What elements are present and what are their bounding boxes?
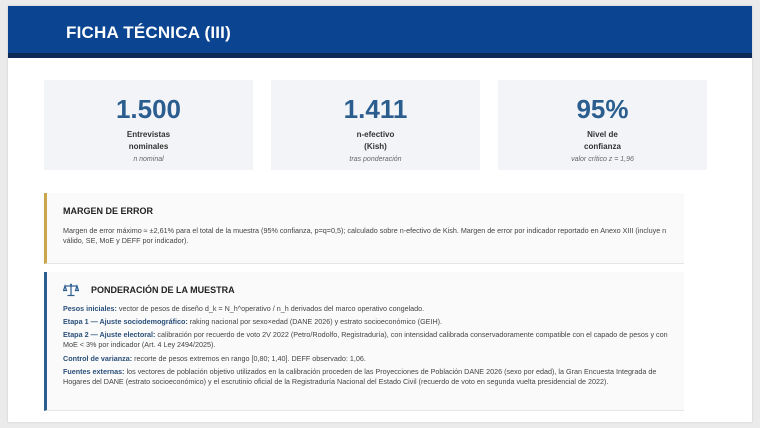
margin-text: Margen de error máximo ≈ ±2,61% para el total de la muestra (95% confianza, p=q=0,5); calculado sobre n-efectivo de Kish. Margen de error por indicador reportado en Anexo XIII (incluye n válido, SE, MoE y DEFF por indicador). xyxy=(63,226,667,245)
weighting-line-stage2 xyxy=(63,330,670,350)
page-title: FICHA TÉCNICA (III) xyxy=(66,23,231,42)
header-bar xyxy=(8,6,752,58)
stat-note: tras ponderación xyxy=(349,156,402,163)
weighting-panel xyxy=(44,272,684,411)
stat-label-line2: nominales xyxy=(128,142,169,151)
slide xyxy=(8,6,752,422)
weighting-line-variance xyxy=(63,354,670,364)
stat-value: 1.500 xyxy=(115,94,182,124)
weighting-line-initial xyxy=(63,304,670,314)
stat-label-line1: n-efectivo xyxy=(356,130,395,139)
line-label: Etapa 1 — Ajuste sociodemográfico: xyxy=(63,317,188,326)
line-label: Etapa 2 — Ajuste electoral: xyxy=(63,330,156,339)
stat-label-line1: Entrevistas xyxy=(126,130,171,139)
line-label: Control de varianza: xyxy=(63,354,133,363)
weighting-title: PONDERACIÓN DE LA MUESTRA xyxy=(91,285,235,295)
stat-note: valor crítico z = 1,96 xyxy=(571,156,634,163)
line-label: Fuentes externas: xyxy=(63,367,125,376)
line-text: raking nacional por sexo×edad (DANE 2026) y estrato socioeconómico (GEIH). xyxy=(187,317,443,326)
stat-label-line1: Nivel de xyxy=(587,130,618,139)
margin-of-error-panel xyxy=(44,193,684,264)
stat-label-line2: confianza xyxy=(584,142,621,151)
margin-title: MARGEN DE ERROR xyxy=(63,206,154,216)
stat-note: n nominal xyxy=(133,156,164,163)
line-text: vector de pesos de diseño d_k = N_h^operativo / n_h derivados del marco operativo congelado. xyxy=(116,304,425,313)
line-text: los vectores de población objetivo utilizados en la calibración proceden de las Proyecciones de Población DANE 2026 (sexo por edad), la Gran Encuesta Integrada de Hogares del DANE (estrato socioeconómico) y el escrutinio oficial de la Registraduría Nacional del Estado Civil (recuerdo de voto en segunda vuelta presidencial de 2022). xyxy=(63,367,657,386)
stat-value: 1.411 xyxy=(343,94,408,124)
stat-card-effective-n xyxy=(271,80,480,170)
stat-label-line2: (Kish) xyxy=(364,142,387,151)
stat-value: 95% xyxy=(576,94,629,124)
stat-card-interviews xyxy=(44,80,253,170)
stat-label xyxy=(271,129,480,153)
weighting-line-sources xyxy=(63,367,670,387)
line-text: calibración por recuerdo de voto 2V 2022 (Petro/Rodolfo, Registraduría), con intensidad calibrada conservadoramente compatible con el capado de pesos y con MoE < 3% por indicador (Art. 4 Ley 2494/2025). xyxy=(63,330,668,349)
balance-scale-icon xyxy=(63,283,79,297)
line-text: recorte de pesos extremos en rango [0,80; 1,40]. DEFF observado: 1,06. xyxy=(132,354,366,363)
line-label: Pesos iniciales: xyxy=(63,304,117,313)
weighting-line-stage1 xyxy=(63,317,670,327)
stat-label xyxy=(44,129,253,153)
stat-label xyxy=(498,129,707,153)
stat-card-confidence xyxy=(498,80,707,170)
